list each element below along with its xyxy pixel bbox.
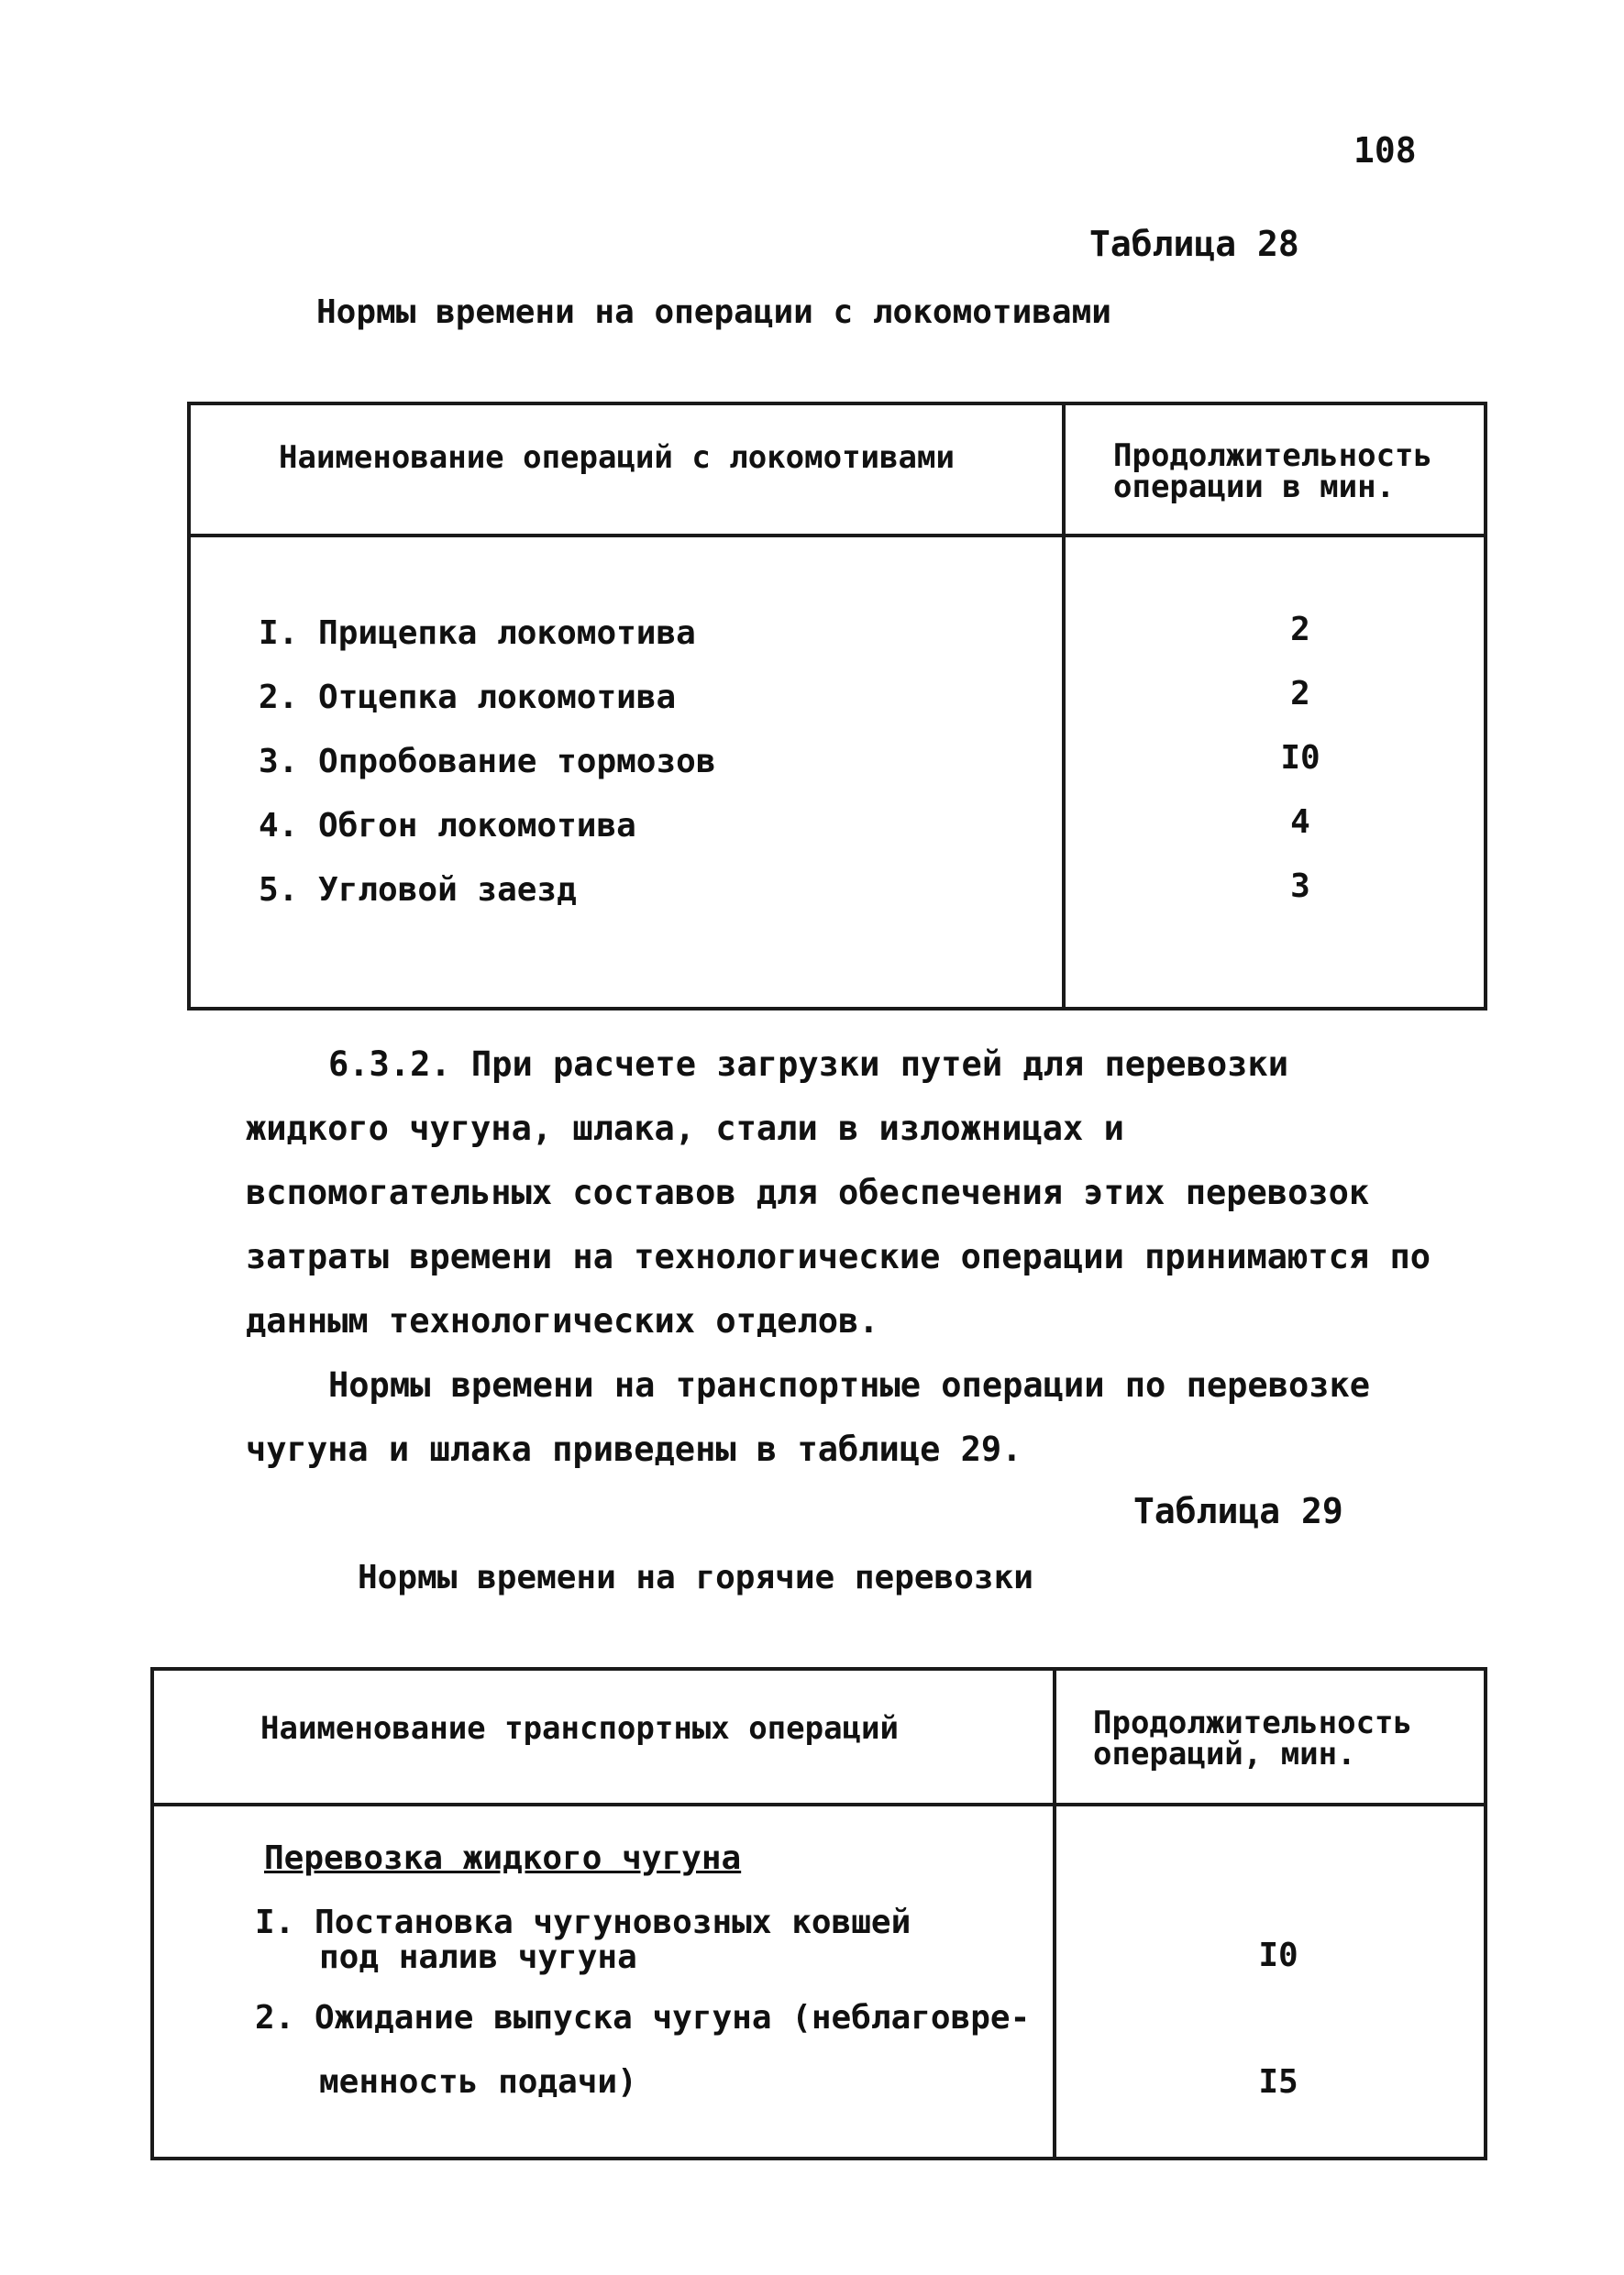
table-28-row-1-label: I. Прицепка локомотива bbox=[259, 614, 696, 652]
table-29-header-col1: Наименование транспортных операций bbox=[260, 1710, 899, 1747]
table-28-caption: Таблица 28 bbox=[1089, 224, 1299, 264]
paragraph-6-3-2: 6.3.2. При расчете загрузки путей для перевозки жидкого чугуна, шлака, стали в изложницах и вспомогательных составов для обеспечения этих перевозок затраты времени на технологические операции принимаются по данным технологических отделов. bbox=[246, 1044, 1431, 1341]
table-29-subheading: Перевозка жидкого чугуна bbox=[264, 1839, 742, 1877]
table-29-title: Нормы времени на горячие перевозки bbox=[358, 1559, 1033, 1596]
table-28-title: Нормы времени на операции с локомотивами bbox=[316, 293, 1111, 331]
table-29-row-1-label-line1: I. Постановка чугуновозных ковшей bbox=[255, 1904, 911, 1941]
table-29-header-col2-line1: Продолжительность bbox=[1093, 1705, 1412, 1741]
table-28-row-3-value: I0 bbox=[1280, 739, 1320, 777]
paragraph-norms-reference: Нормы времени на транспортные операции по перевозке чугуна и шлака приведены в таблице 29. bbox=[246, 1365, 1371, 1469]
table-28-row-5-label: 5. Угловой заезд bbox=[259, 871, 577, 909]
table-28-row-4-label: 4. Обгон локомотива bbox=[259, 807, 636, 845]
table-28-column-divider bbox=[1062, 405, 1066, 1007]
table-29-row-2-label-line1: 2. Ожидание выпуска чугуна (неблаговре- bbox=[255, 1999, 1031, 2037]
table-29-row-2-label-line2: менность подачи) bbox=[319, 2063, 637, 2101]
page-number: 108 bbox=[1353, 130, 1417, 171]
table-28-row-2-value: 2 bbox=[1290, 675, 1310, 712]
table-28-row-1-value: 2 bbox=[1290, 611, 1310, 648]
table-29-header-col2-line2: операций, мин. bbox=[1093, 1736, 1356, 1773]
table-29-row-1-value: I0 bbox=[1258, 1937, 1298, 1974]
table-28-row-4-value: 4 bbox=[1290, 803, 1310, 841]
table-28-header-col2-line2: операции в мин. bbox=[1113, 469, 1396, 505]
table-29-column-divider bbox=[1053, 1671, 1056, 2157]
table-29-caption: Таблица 29 bbox=[1133, 1491, 1343, 1531]
table-28-header-col2-line1: Продолжительность bbox=[1113, 437, 1432, 474]
body-text bbox=[246, 1033, 1447, 1482]
table-29-row-2-value: I5 bbox=[1258, 2063, 1298, 2101]
table-28-header-col1: Наименование операций с локомотивами bbox=[279, 439, 955, 476]
table-29 bbox=[150, 1667, 1487, 2160]
table-28-row-5-value: 3 bbox=[1290, 867, 1310, 905]
table-29-header-divider bbox=[154, 1803, 1484, 1806]
table-28-row-3-label: 3. Опробование тормозов bbox=[259, 743, 716, 780]
table-28-row-2-label: 2. Отцепка локомотива bbox=[259, 679, 677, 716]
table-28-header-divider bbox=[191, 534, 1484, 537]
table-29-row-1-label-line2: под налив чугуна bbox=[319, 1938, 637, 1976]
table-28 bbox=[187, 402, 1487, 1010]
